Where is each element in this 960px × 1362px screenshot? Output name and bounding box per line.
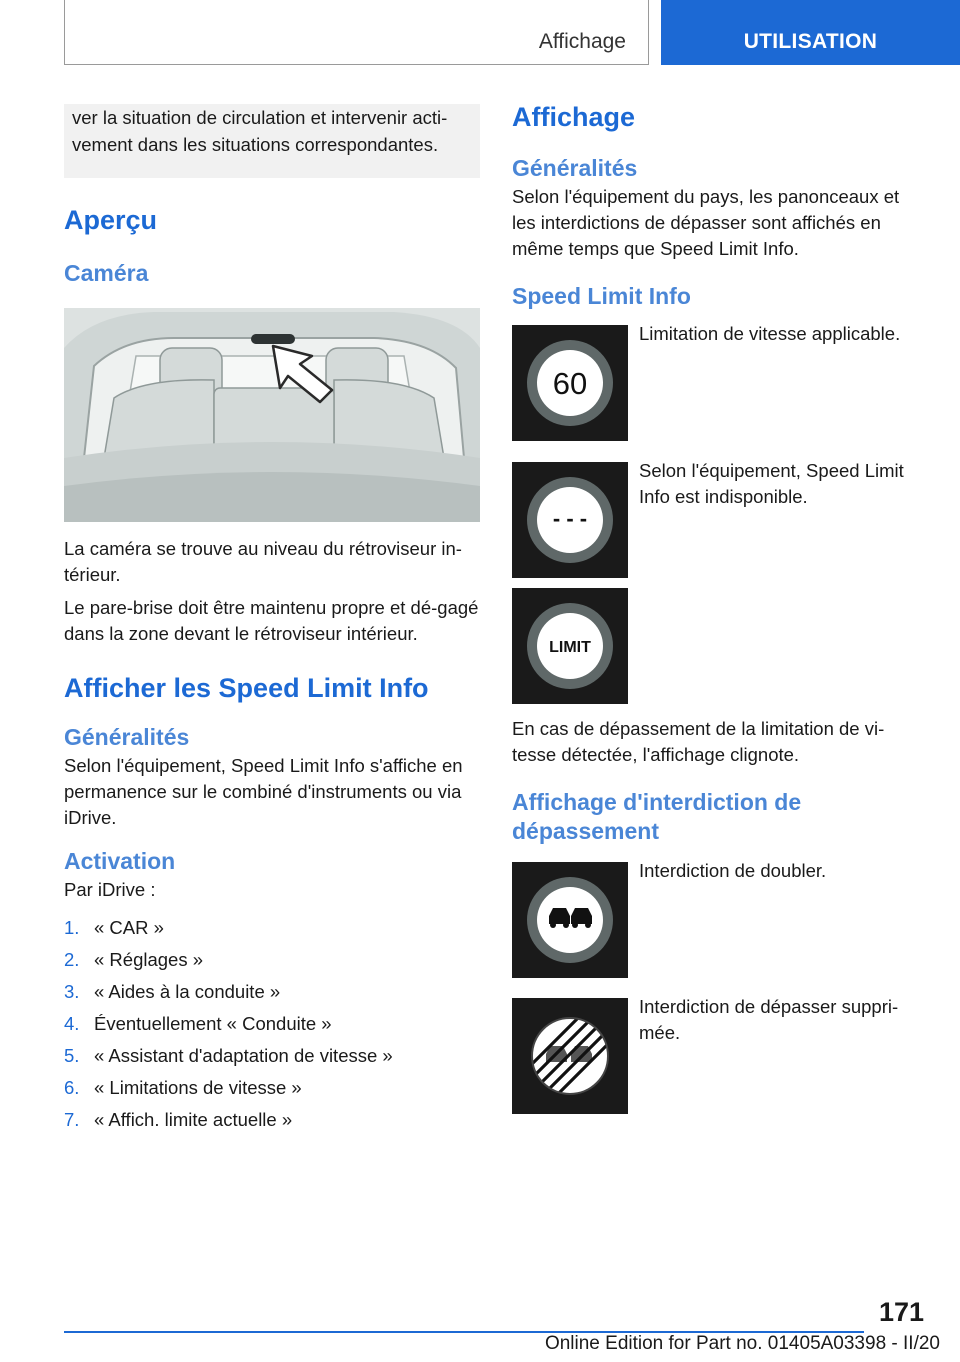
step-text: « Affich. limite actuelle » (94, 1109, 293, 1130)
sign-dash-value: - - - (552, 506, 588, 531)
activation-steps-list (64, 912, 480, 1136)
car-interior-drawing (64, 308, 480, 522)
no-overtaking-sign-icon (512, 862, 628, 978)
header-chapter-tab (661, 0, 960, 65)
heading-display: Affichage (512, 102, 636, 132)
footer-edition-text: Online Edition for Part no. 01405A03398 - II/20 (544, 1333, 940, 1354)
step-text: « CAR » (94, 917, 164, 938)
sign-row-limit (512, 588, 916, 704)
step-text: « Assistant d'adaptation de vitesse » (94, 1045, 393, 1066)
note-box (64, 104, 480, 178)
header-section-box (64, 0, 649, 65)
list-item (64, 1072, 480, 1104)
no-overtaking-description: Interdiction de doubler. (639, 860, 827, 881)
list-item (64, 944, 480, 976)
list-item (64, 1008, 480, 1040)
step-text: « Aides à la conduite » (94, 981, 281, 1002)
sign-60-description: Limitation de vitesse applicable. (639, 323, 901, 344)
step-number: 7. (64, 1109, 80, 1130)
right-column (512, 104, 916, 1114)
heading-overtake-display: Affichage d'interdiction de dépassement (512, 789, 802, 844)
left-column (64, 104, 480, 1136)
heading-general-right: Généralités (512, 155, 638, 181)
list-item (64, 912, 480, 944)
step-number: 4. (64, 1013, 80, 1034)
step-number: 1. (64, 917, 80, 938)
speed-limit-unavailable-sign-icon (512, 462, 628, 578)
note-text: ver la situation de circulation et intervenir acti-vement dans les situations correspondantes. (72, 107, 448, 155)
sign-row-speed-limit (512, 325, 916, 441)
step-number: 5. (64, 1045, 80, 1066)
speed-limit-60-sign-icon (512, 325, 628, 441)
sign-60-value: 60 (552, 366, 588, 401)
exceed-paragraph: En cas de dépassement de la limitation de vi-tesse détectée, l'affichage clignote. (512, 718, 885, 765)
heading-activation: Activation (64, 848, 176, 874)
list-item (64, 1040, 480, 1072)
camera-paragraph-2: Le pare-brise doit être maintenu propre et dé-gagé dans la zone devant le rétroviseur intérieur. (64, 597, 479, 644)
heading-camera: Caméra (64, 260, 149, 286)
sign-row-no-overtaking (512, 862, 916, 978)
sign-row-unavailable (512, 462, 916, 578)
heading-general-left: Généralités (64, 724, 190, 750)
page-number: 171 (878, 1297, 924, 1327)
activation-paragraph: Par iDrive : (64, 879, 156, 900)
limit-sign-icon (512, 588, 628, 704)
list-item (64, 1104, 480, 1136)
general-paragraph-left: Selon l'équipement, Speed Limit Info s'affiche en permanence sur le combiné d'instruments ou via iDrive. (64, 755, 463, 828)
step-number: 3. (64, 981, 80, 1002)
end-no-overtaking-description: Interdiction de dépasser suppri-mée. (639, 996, 899, 1043)
camera-paragraph-1: La caméra se trouve au niveau du rétroviseur in-térieur. (64, 538, 462, 585)
sign-limit-value: LIMIT (549, 639, 591, 656)
camera-location-illustration (64, 308, 480, 522)
heading-show-speed-limit: Afficher les Speed Limit Info (64, 673, 429, 703)
sign-row-end-no-overtaking (512, 998, 916, 1114)
header-chapter-title: UTILISATION (743, 30, 878, 53)
general-paragraph-right: Selon l'équipement du pays, les panonceaux et les interdictions de dépasser sont affichés en même temps que Speed Limit Info. (512, 186, 900, 259)
step-text: « Réglages » (94, 949, 204, 970)
step-text: Éventuellement « Conduite » (94, 1013, 332, 1034)
step-number: 6. (64, 1077, 80, 1098)
heading-overview: Aperçu (64, 205, 158, 235)
step-text: « Limitations de vitesse » (94, 1077, 302, 1098)
heading-speed-limit-info: Speed Limit Info (512, 283, 691, 309)
end-no-overtaking-sign-icon (512, 998, 628, 1114)
step-number: 2. (64, 949, 80, 970)
header-section-title: Affichage (538, 30, 626, 53)
sign-unavailable-description: Selon l'équipement, Speed Limit Info est indisponible. (639, 460, 904, 507)
list-item (64, 976, 480, 1008)
